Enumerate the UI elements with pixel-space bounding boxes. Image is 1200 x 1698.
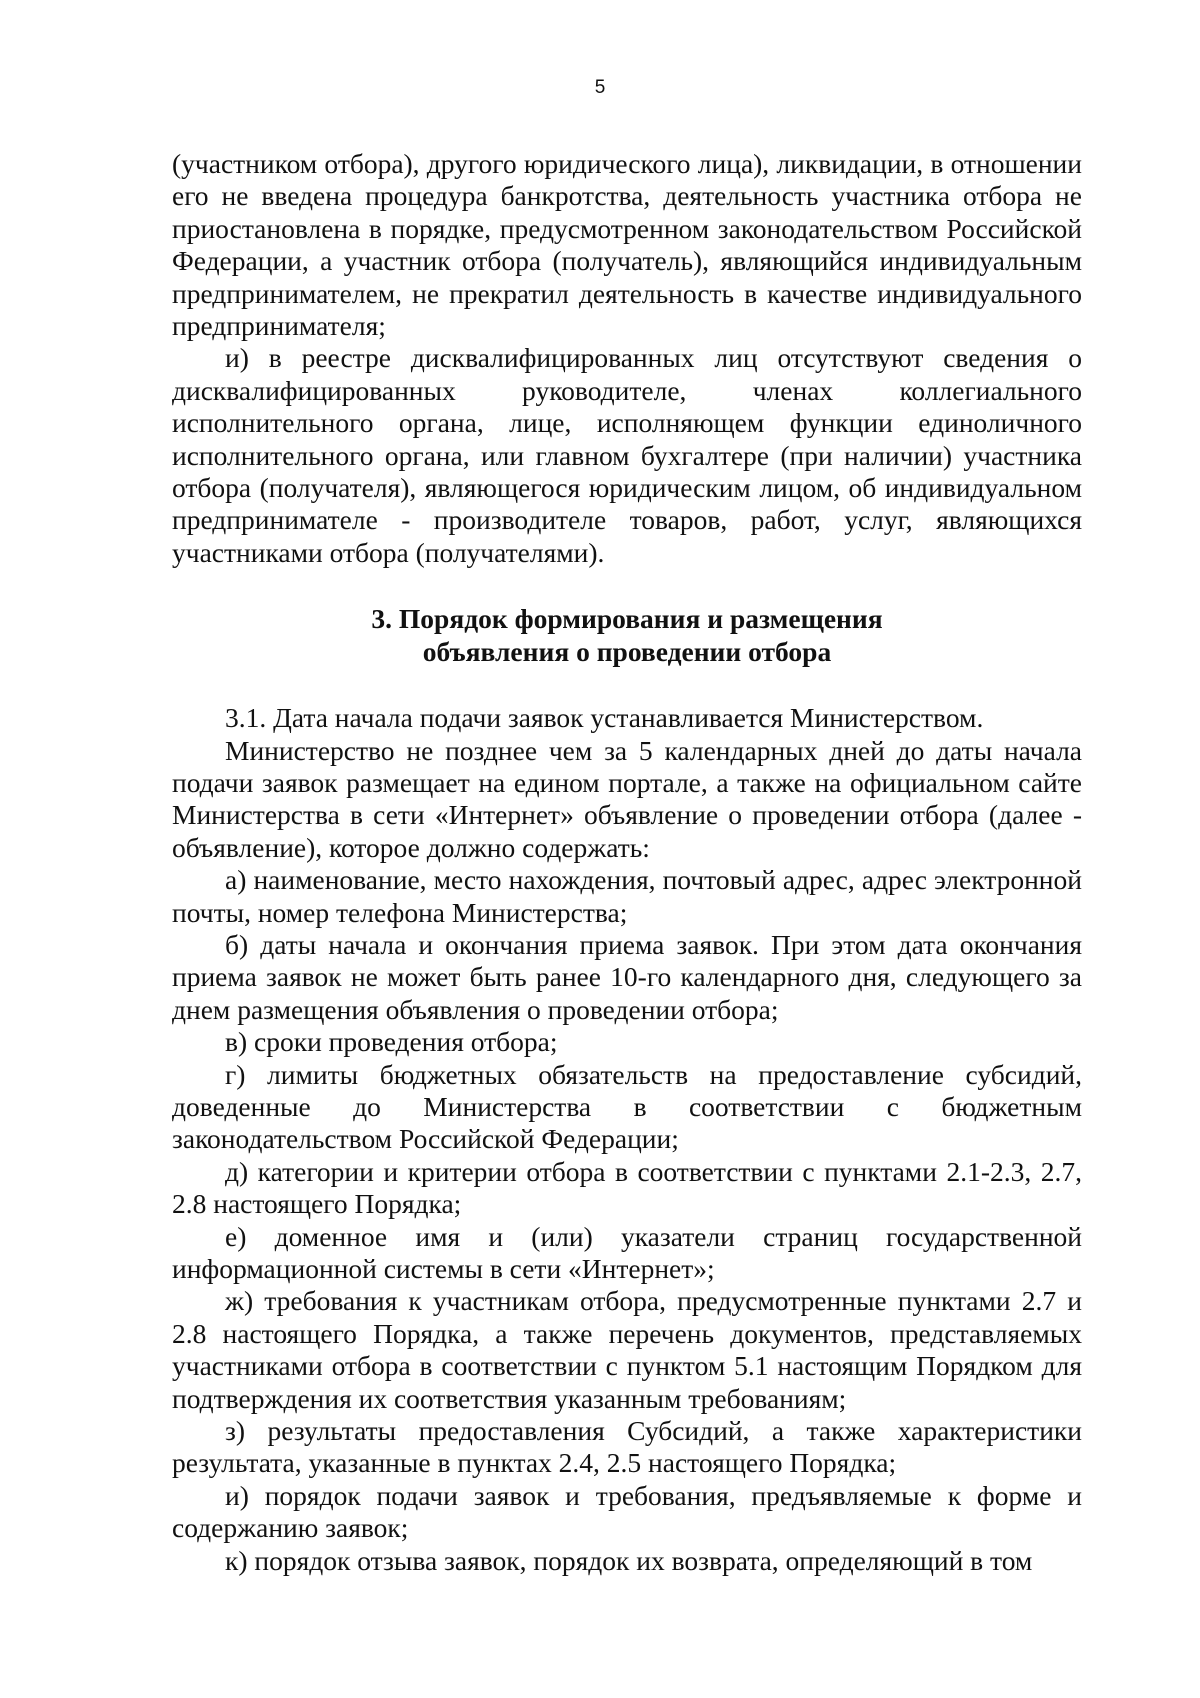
document-body: [172, 148, 1082, 1577]
section-heading-line-1: 3. Порядок формирования и размещения: [371, 603, 883, 635]
list-item-zh: ж) требования к участникам отбора, предусмотренные пунктами 2.7 и 2.8 настоящего Порядка, а также перечень документов, представляемых участниками отбора в соответствии с пунктом 5.1 настоящим Порядком для подтверждения их соответствия указанным требованиям;: [172, 1285, 1082, 1414]
paragraph-continuation: (участником отбора), другого юридического лица), ликвидации, в отношении его не введена процедура банкротства, деятельность участника отбора не приостановлена в порядке, предусмотренном законодательством Российской Федерации, а участник отбора (получатель), являющийся индивидуальным предпринимателем, не прекратил деятельность в качестве индивидуального предпринимателя;: [172, 148, 1082, 342]
list-item-i: и) порядок подачи заявок и требования, предъявляемые к форме и содержанию заявок;: [172, 1479, 1082, 1544]
list-item-e: е) доменное имя и (или) указатели страниц государственной информационной системы в сети «Интернет»;: [172, 1220, 1082, 1284]
page-number: 5: [594, 77, 606, 98]
list-item-d: д) категории и критерии отбора в соответствии с пунктами 2.1-2.3, 2.7, 2.8 настоящего Порядка;: [172, 1155, 1082, 1220]
section-body: [172, 702, 1082, 1577]
list-item-v: в) сроки проведения отбора;: [225, 1026, 558, 1058]
list-item-z: з) результаты предоставления Субсидий, а также характеристики результата, указанные в пунктах 2.4, 2.5 настоящего Порядка;: [172, 1415, 1082, 1479]
paragraph-3-1: 3.1. Дата начала подачи заявок устанавливается Министерством.: [225, 702, 984, 734]
list-item-a: а) наименование, место нахождения, почтовый адрес, адрес электронной почты, номер телефона Министерства;: [172, 864, 1082, 928]
paragraph-announcement-intro: Министерство не позднее чем за 5 календарных дней до даты начала подачи заявок размещает на едином портале, а также на официальном сайте Министерства в сети «Интернет» объявление о проведении отбора (далее - объявление), которое должно содержать:: [172, 734, 1082, 863]
list-item-k: к) порядок отзыва заявок, порядок их возврата, определяющий в том: [225, 1544, 1033, 1576]
section-heading: [172, 603, 1082, 668]
paragraph-item-i: и) в реестре дисквалифицированных лиц отсутствуют сведения о дисквалифицированных руководителе, членах коллегиального исполнительного органа, лице, исполняющем функции единоличного исполнительного органа, или главном бухгалтере (при наличии) участника отбора (получателя), являющегося юридическим лицом, об индивидуальном предпринимателе - производителе товаров, работ, услуг, являющихся участниками отбора (получателями).: [172, 342, 1082, 568]
list-item-g: г) лимиты бюджетных обязательств на предоставление субсидий, доведенные до Министерства в соответствии с бюджетным законодательством Российской Федерации;: [172, 1058, 1082, 1155]
list-item-b: б) даты начала и окончания приема заявок. При этом дата окончания приема заявок не может быть ранее 10-го календарного дня, следующего за днем размещения объявления о проведении отбора;: [172, 928, 1082, 1025]
section-heading-line-2: объявления о проведении отбора: [422, 635, 832, 667]
